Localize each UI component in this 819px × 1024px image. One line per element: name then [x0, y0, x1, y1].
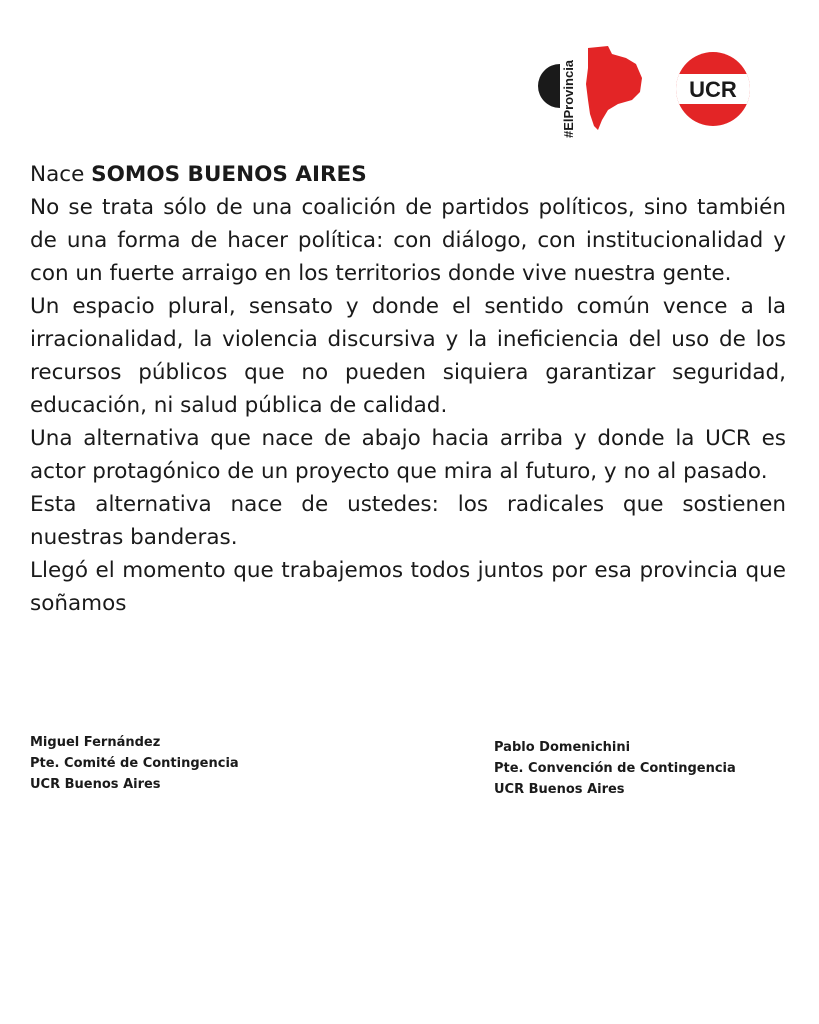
statement-paragraph-3: Una alternativa que nace de abajo hacia arriba y donde la UCR es actor protagónico de un proyecto que mira al futuro, y no al pasado.: [30, 426, 786, 484]
statement-paragraph-1: No se trata sólo de una coalición de partidos políticos, sino también de una forma de hacer política: con diálogo, con institucionalidad y con un fuerte arraigo en los territorios donde vive nuestra gente.: [30, 195, 786, 286]
signature-left-org: UCR Buenos Aires: [30, 777, 161, 792]
statement-paragraph-4: Esta alternativa nace de ustedes: los radicales que sostienen nuestras banderas.: [30, 492, 786, 550]
signature-right-name: Pablo Domenichini: [494, 740, 631, 755]
statement-paragraph-5: Llegó el momento que trabajemos todos juntos por esa provincia que soñamos: [30, 558, 786, 616]
signature-left-role: Pte. Comité de Contingencia: [30, 756, 239, 771]
el-provincia-logo: [538, 40, 658, 150]
signature-right-org: UCR Buenos Aires: [494, 782, 625, 797]
headline-lead: Nace: [30, 162, 85, 187]
statement-paragraph-2: Un espacio plural, sensato y donde el sentido común vence a la irracionalidad, la violencia discursiva y la ineficiencia del uso de los recursos públicos que no pueden siquiera garantizar seguridad, educación, ni salud pública de calidad.: [30, 294, 786, 418]
header-logos: [538, 40, 758, 150]
ucr-logo-text: UCR: [689, 77, 737, 102]
signature-left: [30, 732, 239, 795]
statement: [30, 158, 786, 620]
el-provincia-logo-text: #ElProvincia: [561, 59, 576, 138]
ucr-logo: [674, 50, 752, 128]
signature-left-name: Miguel Fernández: [30, 735, 161, 750]
signature-right-role: Pte. Convención de Contingencia: [494, 761, 736, 776]
statement-headline: [30, 158, 786, 191]
signature-right: [494, 737, 736, 800]
headline-strong: SOMOS BUENOS AIRES: [91, 162, 367, 187]
